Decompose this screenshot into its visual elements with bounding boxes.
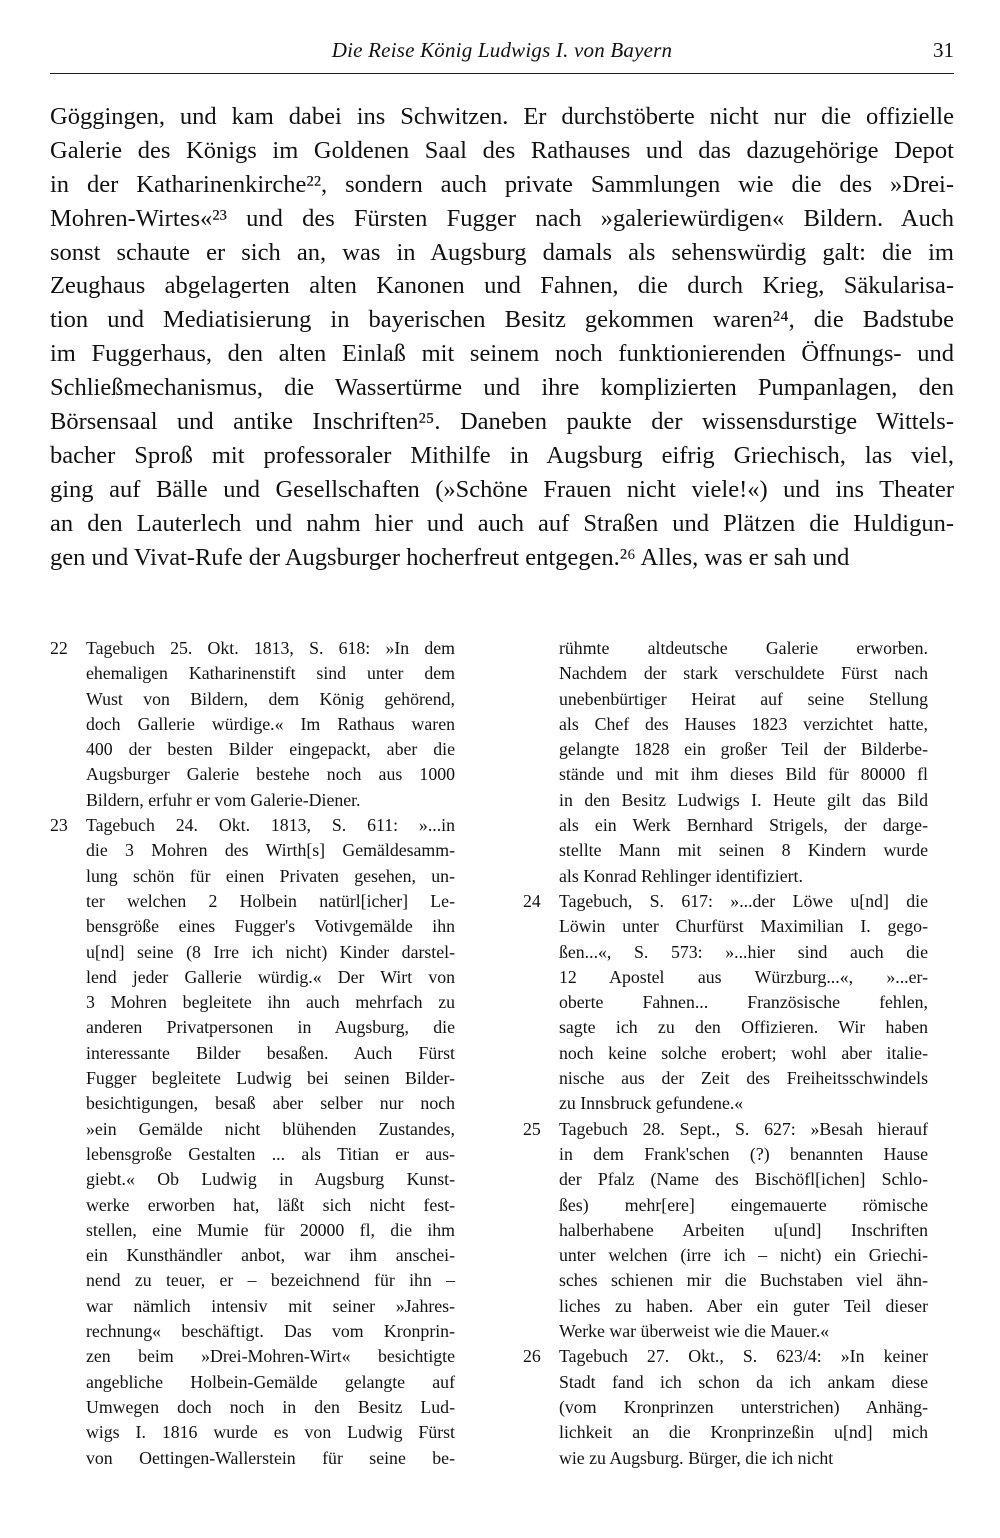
footnote-text: Fugger begleitete Ludwig bei seinen Bilder- [86, 1068, 455, 1089]
footnote-text: liches zu haben. Aber ein guter Teil dieser [559, 1295, 928, 1316]
footnote-line [523, 1066, 928, 1091]
footnote-text: unter welchen (irre ich – nicht) ein Griechi- [559, 1245, 928, 1266]
footnote-line [50, 1167, 455, 1192]
footnote-line [50, 813, 455, 838]
footnote-line [50, 788, 455, 813]
footnote-line [50, 1446, 455, 1471]
footnote-text: besichtigungen, besaß aber selber nur noch [86, 1093, 455, 1114]
footnote-line [523, 1041, 928, 1066]
footnote-number: 24 [523, 890, 541, 911]
footnote-line [523, 914, 928, 939]
footnote-line [523, 762, 928, 787]
footnote-text: Tagebuch 28. Sept., S. 627: »Besah hierauf [559, 1118, 928, 1139]
footnote-line [523, 1167, 928, 1192]
footnote-text: halberhabene Arbeiten u[und] Inschriften [559, 1219, 928, 1240]
footnote-text: noch keine solche erobert; wohl aber italie- [559, 1042, 928, 1063]
footnote-line [523, 1117, 928, 1142]
footnote-text: von Oettingen-Wallerstein für seine be- [86, 1447, 455, 1468]
body-line: an den Lauterlech und nahm hier und auch auf Straßen und Plätzen die Huldigun- [50, 509, 954, 537]
footnote-text: sches schienen mir die Buchstaben viel ähn- [559, 1270, 928, 1291]
footnote-text: Stadt fand ich schon da ich ankam diese [559, 1371, 928, 1392]
footnote-text: ßes) mehr[ere] eingemauerte römische [559, 1194, 928, 1215]
footnote-text: als ein Werk Bernhard Strigels, der darge- [559, 815, 928, 836]
footnote-line [523, 990, 928, 1015]
footnote-text: 400 der besten Bilder eingepackt, aber die [86, 739, 455, 760]
footnote-text: gelangte 1828 ein großer Teil der Bilderbe- [559, 739, 928, 760]
footnote-text: bensgröße eines Fugger's Votivgemälde ihn [86, 916, 455, 937]
body-line: Mohren-Wirtes«²³ und des Fürsten Fugger nach »galeriewürdigen« Bildern. Auch [50, 204, 954, 232]
footnote-line [523, 687, 928, 712]
body-line: in der Katharinenkirche²², sondern auch private Sammlungen wie die des »Drei- [50, 170, 954, 198]
footnote-text: ßen...«, S. 573: »...hier sind auch die [559, 941, 928, 962]
footnote-line [50, 1091, 455, 1116]
footnote-text: Augsburger Galerie bestehe noch aus 1000 [86, 764, 455, 785]
footnote-text: Tagebuch 25. Okt. 1813, S. 618: »In dem [86, 638, 455, 658]
body-line: im Fuggerhaus, den alten Einlaß mit seinem noch funktionierenden Öffnungs- und [50, 340, 954, 368]
footnote-line [50, 1015, 455, 1040]
footnote-line [50, 1218, 455, 1243]
footnote-text: Tagebuch 27. Okt., S. 623/4: »In keiner [559, 1346, 928, 1367]
footnote-line [523, 1319, 928, 1344]
footnote-line [523, 1294, 928, 1319]
header-rule [50, 73, 954, 74]
footnote-line [50, 889, 455, 914]
footnote-line [50, 1370, 455, 1395]
footnotes-left-column [50, 636, 455, 1471]
footnote-text: rechnung« beschäftigt. Das vom Kronprin- [86, 1321, 455, 1342]
footnote-line [523, 864, 928, 889]
footnote-line [50, 965, 455, 990]
footnote-text: stellen, eine Mumie für 20000 fl, die ihm [86, 1219, 455, 1240]
footnote-line [50, 1294, 455, 1319]
footnote-number: 25 [523, 1118, 541, 1139]
body-line: gen und Vivat-Rufe der Augsburger hocherfreut entgegen.²⁶ Alles, was er sah und [50, 543, 850, 571]
footnote-text: ehemaligen Katharinenstift sind unter dem [86, 663, 455, 684]
footnote-text: Bildern, erfuhr er vom Galerie-Diener. [86, 789, 361, 810]
footnote-number: 23 [50, 815, 68, 836]
footnote-text: anderen Privatpersonen in Augsburg, die [86, 1017, 455, 1038]
footnote-line [50, 1117, 455, 1142]
body-line: sonst schaute er sich an, was in Augsburg damals als sehenswürdig galt: die im [50, 238, 954, 266]
footnote-line [523, 661, 928, 686]
footnote-text: Tagebuch 24. Okt. 1813, S. 611: »...in [86, 815, 455, 836]
footnote-line [50, 1319, 455, 1344]
footnote-line [50, 687, 455, 712]
footnote-line [50, 1193, 455, 1218]
footnote-text: interessante Bilder besaßen. Auch Fürst [86, 1042, 455, 1063]
footnote-text: lung schön für einen Privaten gesehen, un- [86, 865, 455, 886]
footnote-line [50, 1243, 455, 1268]
footnote-text: ein Kunsthändler anbot, war ihm anschei- [86, 1245, 455, 1266]
footnote-text: ter welchen 2 Holbein natürl[icher] Le- [86, 890, 455, 911]
footnote-text: 12 Apostel aus Würzburg...«, »...er- [559, 966, 928, 987]
footnote-line [50, 1066, 455, 1091]
body-line: Zeughaus abgelagerten alten Kanonen und Fahnen, die durch Krieg, Säkularisa- [50, 272, 954, 300]
footnote-text: lebensgroße Gestalten ... als Titian er aus- [86, 1143, 455, 1164]
body-line: bacher Sproß mit professoraler Mithilfe in Augsburg eifrig Griechisch, las viel, [50, 441, 954, 469]
footnote-text: Nachdem der stark verschuldete Fürst nach [559, 663, 928, 684]
footnote-text: 3 Mohren begleitete ihn auch mehrfach zu [86, 992, 455, 1013]
footnote-text: werke erworben hat, läßt sich nicht fest- [86, 1194, 455, 1215]
body-line: Börsensaal und antike Inschriften²⁵. Daneben paukte der wissensdurstige Wittels- [50, 408, 954, 436]
footnote-line [523, 813, 928, 838]
footnote-line [50, 990, 455, 1015]
footnote-line [50, 762, 455, 787]
footnote-text: der Pfalz (Name des Bischöfl[ichen] Schlo- [559, 1169, 928, 1190]
footnote-line [523, 1218, 928, 1243]
footnote-line [523, 1446, 928, 1471]
footnote-text: zu Innsbruck gefundene.« [559, 1093, 744, 1114]
footnote-line [50, 712, 455, 737]
footnote-text: sagte ich zu den Offizieren. Wir haben [559, 1017, 928, 1038]
footnote-text: wie zu Augsburg. Bürger, die ich nicht [559, 1447, 834, 1468]
footnote-line [50, 838, 455, 863]
page-number: 31 [933, 38, 954, 62]
footnote-text: die 3 Mohren des Wirth[s] Gemäldesamm- [86, 840, 455, 861]
footnote-line [523, 889, 928, 914]
footnote-line [523, 636, 928, 661]
footnote-line [523, 838, 928, 863]
footnote-text: Löwin unter Churfürst Maximilian I. gego- [559, 916, 928, 937]
footnote-text: in dem Frank'schen (?) benannten Hause [559, 1143, 928, 1164]
footnote-line [523, 737, 928, 762]
footnote-line [523, 1395, 928, 1420]
footnote-line [523, 940, 928, 965]
body-line: ging auf Bälle und Gesellschaften (»Schöne Frauen nicht viele!«) und ins Theater [50, 475, 954, 503]
footnote-line [50, 661, 455, 686]
footnote-text: zen beim »Drei-Mohren-Wirt« besichtigte [86, 1346, 455, 1367]
footnote-line [523, 1420, 928, 1445]
footnote-text: u[nd] seine (8 Irre ich nicht) Kinder darstel- [86, 941, 455, 962]
body-line: Schließmechanismus, die Wassertürme und ihre komplizierten Pumpanlagen, den [50, 374, 954, 402]
footnote-text: nend zu teuer, er – bezeichnend für ihn – [86, 1270, 455, 1291]
footnote-text: Wust von Bildern, dem König gehörend, [86, 688, 455, 709]
body-line: Göggingen, und kam dabei ins Schwitzen. Er durchstöberte nicht nur die offizielle [50, 103, 954, 130]
footnote-line [50, 1142, 455, 1167]
footnote-text: angebliche Holbein-Gemälde gelangte auf [86, 1371, 455, 1392]
body-line: tion und Mediatisierung in bayerischen Besitz gekommen waren²⁴, die Badstube [50, 306, 954, 334]
footnote-text: (vom Kronprinzen unterstrichen) Anhäng- [559, 1396, 928, 1417]
footnote-text: als Konrad Rehlinger identifiziert. [559, 865, 803, 886]
page-header [50, 34, 954, 74]
footnote-line [523, 1015, 928, 1040]
footnote-text: stellte Mann mit seinen 8 Kindern wurde [559, 840, 928, 861]
footnote-text: doch Gallerie würdige.« Im Rathaus waren [86, 713, 455, 734]
footnote-line [523, 1243, 928, 1268]
footnote-number: 26 [523, 1346, 541, 1367]
footnote-text: stände und mit ihm dieses Bild für 80000 fl [559, 764, 928, 785]
footnote-line [523, 1268, 928, 1293]
footnote-text: Umwegen doch noch in den Besitz Lud- [86, 1396, 455, 1417]
footnote-line [523, 788, 928, 813]
footnotes-right-column [523, 636, 928, 1471]
footnote-line [523, 712, 928, 737]
footnote-line [50, 1395, 455, 1420]
footnote-line [50, 864, 455, 889]
footnote-line [50, 1041, 455, 1066]
body-line: Galerie des Königs im Goldenen Saal des Rathauses und das dazugehörige Depot [50, 136, 954, 164]
footnote-line [523, 965, 928, 990]
footnote-text: unebenbürtiger Heirat auf seine Stellung [559, 688, 928, 709]
footnote-text: oberte Fahnen... Französische fehlen, [559, 992, 928, 1013]
body-text [50, 100, 954, 574]
footnote-text: lichkeit an die Kronprinzeßin u[nd] mich [559, 1422, 928, 1443]
footnote-text: als Chef des Hauses 1823 verzichtet hatte, [559, 713, 928, 734]
footnote-text: giebt.« Ob Ludwig in Augsburg Kunst- [86, 1169, 455, 1190]
footnote-line [523, 1193, 928, 1218]
footnote-text: »ein Gemälde nicht blühenden Zustandes, [86, 1118, 455, 1139]
footnote-line [50, 636, 455, 661]
footnote-line [50, 1420, 455, 1445]
footnote-text: nische aus der Zeit des Freiheitsschwindels [559, 1068, 928, 1089]
footnote-line [50, 1268, 455, 1293]
footnote-text: war nämlich intensiv mit seiner »Jahres- [86, 1295, 455, 1316]
footnote-line [523, 1370, 928, 1395]
footnote-number: 22 [50, 638, 68, 658]
footnote-text: Tagebuch, S. 617: »...der Löwe u[nd] die [559, 890, 928, 911]
footnote-line [50, 914, 455, 939]
running-title: Die Reise König Ludwigs I. von Bayern [331, 38, 673, 62]
footnote-line [523, 1344, 928, 1369]
footnote-line [50, 737, 455, 762]
footnote-text: wigs I. 1816 wurde es von Ludwig Fürst [86, 1422, 455, 1443]
footnote-line [523, 1091, 928, 1116]
footnote-line [50, 940, 455, 965]
footnote-text: in den Besitz Ludwigs I. Heute gilt das Bild [559, 789, 928, 810]
footnote-line [523, 1142, 928, 1167]
footnote-line [50, 1344, 455, 1369]
footnote-text: rühmte altdeutsche Galerie erworben. [559, 638, 928, 658]
footnote-text: lend jeder Gallerie würdig.« Der Wirt von [86, 966, 455, 987]
footnote-text: Werke war überweist wie die Mauer.« [559, 1321, 830, 1342]
